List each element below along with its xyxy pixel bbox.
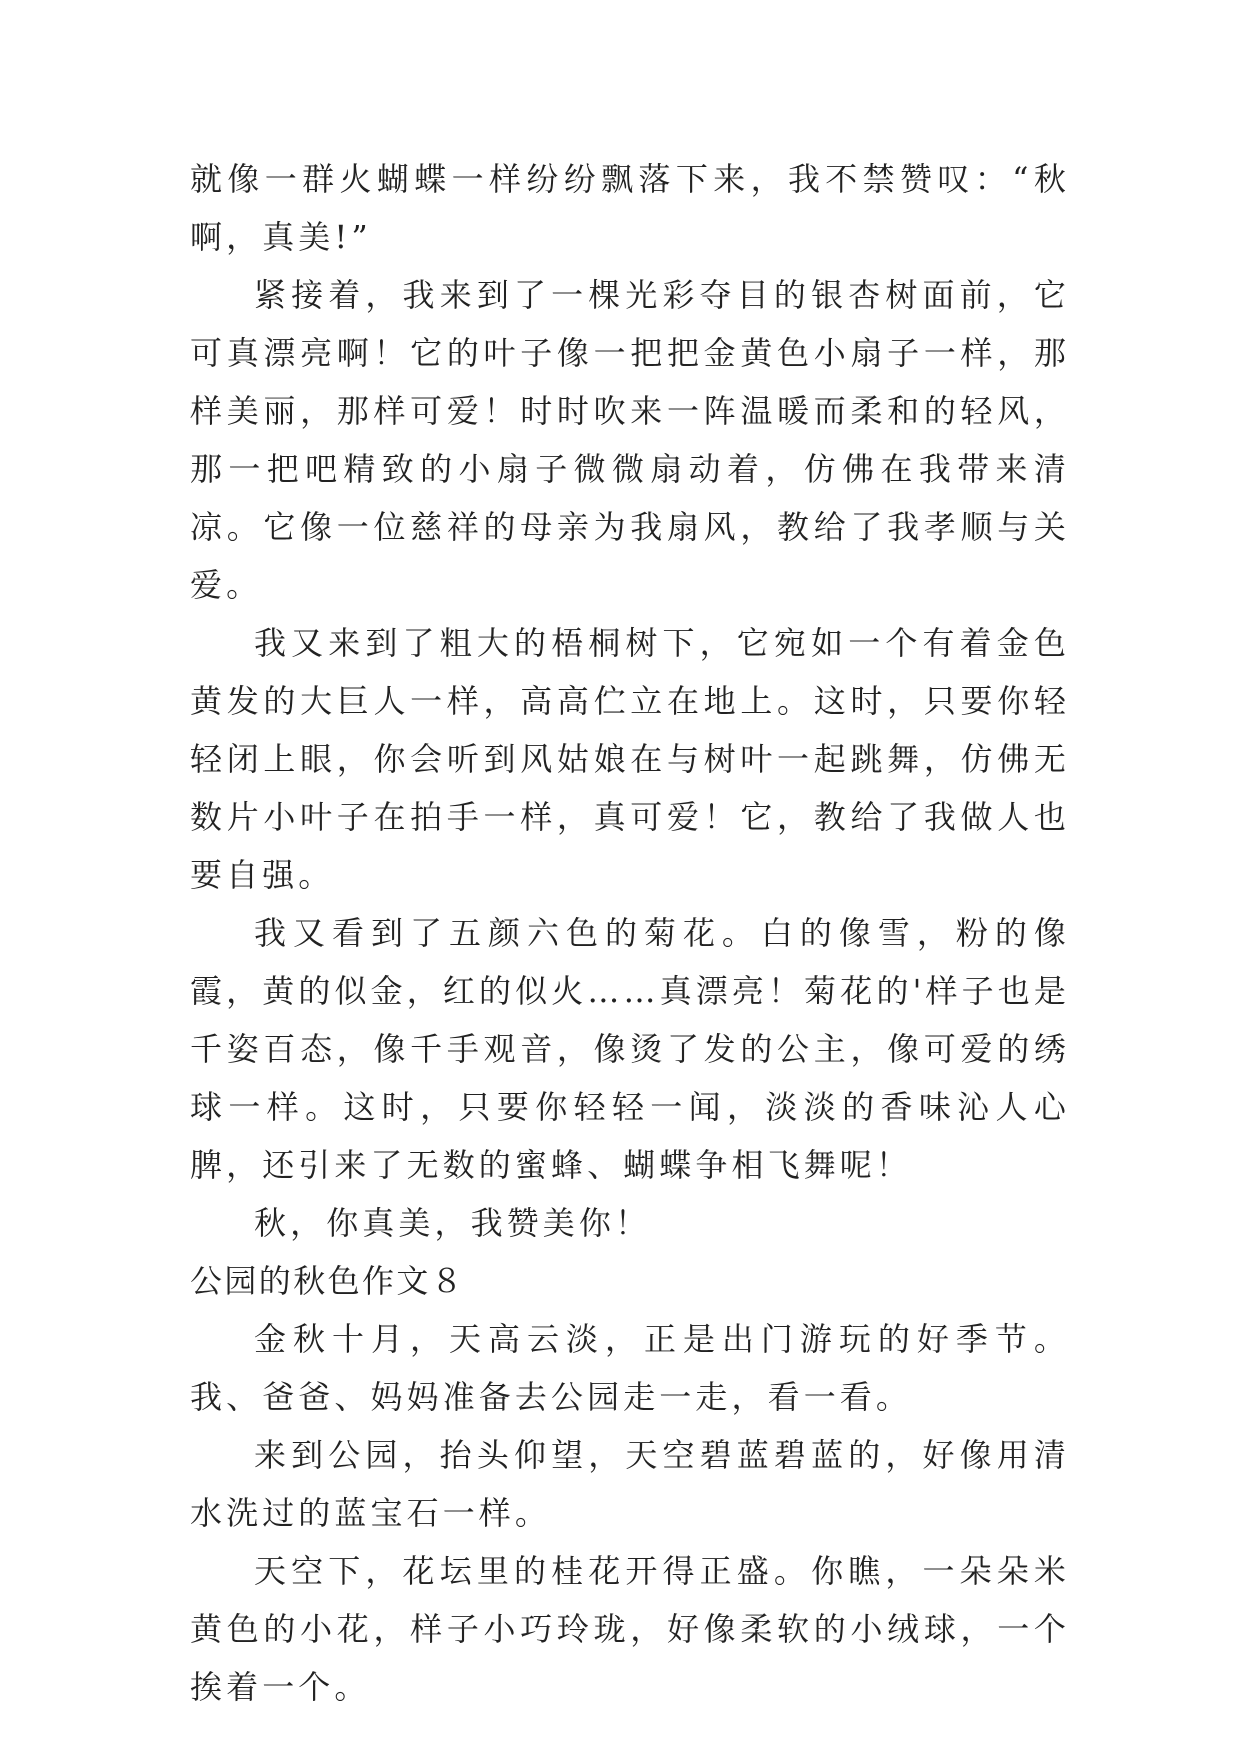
paragraph-intro: 金秋十月，天高云淡，正是出门游玩的好季节。我、爸爸、妈妈准备去公园走一走，看一看。	[190, 1320, 1070, 1416]
essay-heading: 公园的秋色作文８	[190, 1262, 466, 1300]
paragraph-continued: 就像一群火蝴蝶一样纷纷飘落下来，我不禁赞叹：“秋啊，真美!”	[190, 160, 1070, 256]
paragraph-ginkgo: 紧接着，我来到了一棵光彩夺目的银杏树面前，它可真漂亮啊！它的叶子像一把把金黄色小扇子一样，那样美丽，那样可爱！时时吹来一阵温暖而柔和的轻风，那一把吧精致的小扇子微微扇动着，仿佛在我带来清凉。它像一位慈祥的母亲为我扇风，教给了我孝顺与关爱。	[190, 276, 1070, 604]
paragraph-sky: 来到公园，抬头仰望，天空碧蓝碧蓝的，好像用清水洗过的蓝宝石一样。	[190, 1436, 1070, 1532]
paragraph-chrysanthemum: 我又看到了五颜六色的菊花。白的像雪，粉的像霞，黄的似金，红的似火……真漂亮！菊花的'样子也是千姿百态，像千手观音，像烫了发的公主，像可爱的绣球一样。这时，只要你轻轻一闻，淡淡的香味沁人心脾，还引来了无数的蜜蜂、蝴蝶争相飞舞呢！	[190, 914, 1070, 1184]
paragraph-osmanthus: 天空下，花坛里的桂花开得正盛。你瞧，一朵朵米黄色的小花，样子小巧玲珑，好像柔软的小绒球，一个挨着一个。	[190, 1552, 1070, 1706]
document-body	[190, 150, 1070, 1716]
paragraph-closing: 秋，你真美，我赞美你！	[254, 1204, 652, 1242]
paragraph-parasol-tree: 我又来到了粗大的梧桐树下，它宛如一个有着金色黄发的大巨人一样，高高伫立在地上。这时，只要你轻轻闭上眼，你会听到风姑娘在与树叶一起跳舞，仿佛无数片小叶子在拍手一样，真可爱！它，教给了我做人也要自强。	[190, 624, 1070, 894]
